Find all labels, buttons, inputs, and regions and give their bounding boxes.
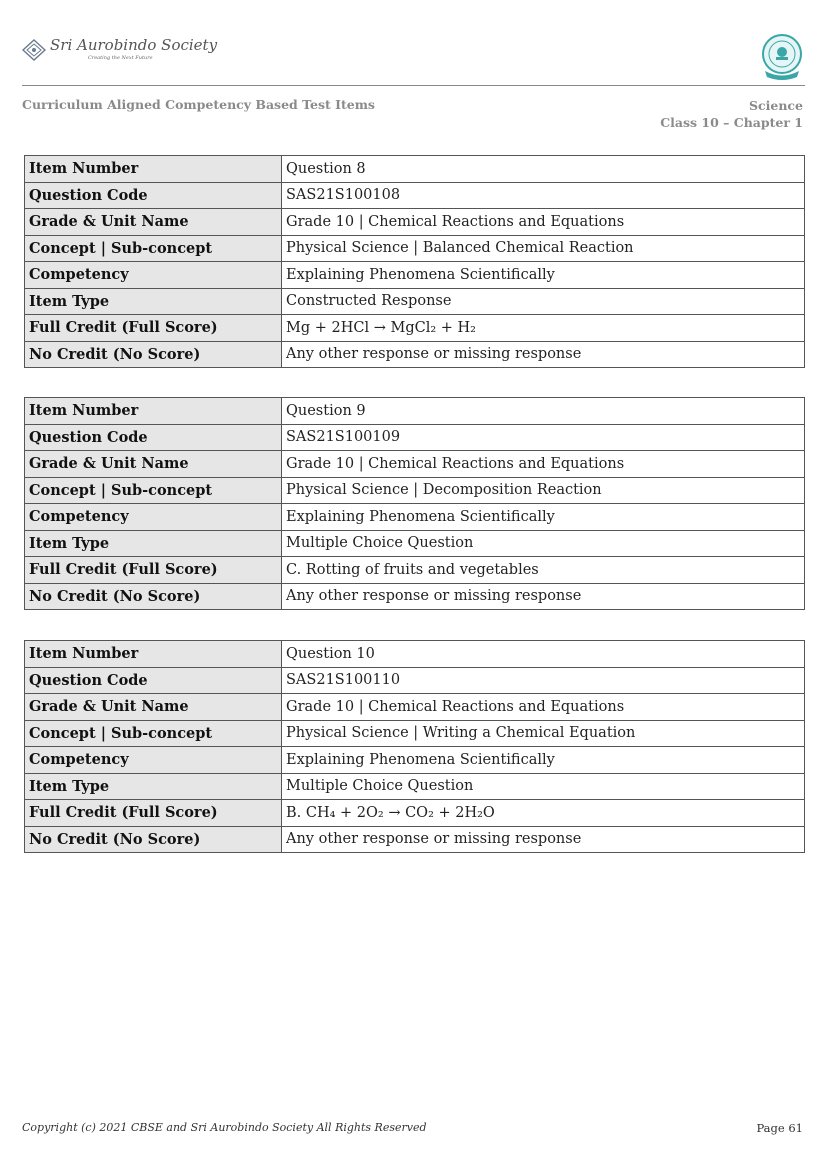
table-row (25, 398, 805, 425)
competency-label: Competency (25, 747, 282, 774)
table-row (25, 641, 805, 668)
full-credit-value: B. CH₄ + 2O₂ → CO₂ + 2H₂O (282, 800, 805, 827)
item-type-value: Multiple Choice Question (282, 530, 805, 557)
table-row (25, 557, 805, 584)
table-row (25, 182, 805, 209)
society-emblem-icon (22, 39, 46, 61)
concept-value: Physical Science | Writing a Chemical Equation (282, 720, 805, 747)
cbse-seal-icon (759, 33, 805, 81)
item-number-value: Question 10 (282, 641, 805, 668)
full-credit-label: Full Credit (Full Score) (25, 557, 282, 584)
no-credit-value: Any other response or missing response (282, 341, 805, 368)
competency-label: Competency (25, 504, 282, 531)
table-row (25, 341, 805, 368)
table-row (25, 504, 805, 531)
item-type-label: Item Type (25, 530, 282, 557)
full-credit-label: Full Credit (Full Score) (25, 800, 282, 827)
subject-class-block (660, 97, 803, 131)
grade-unit-label: Grade & Unit Name (25, 451, 282, 478)
table-row (25, 583, 805, 610)
item-type-label: Item Type (25, 288, 282, 315)
competency-label: Competency (25, 262, 282, 289)
table-row (25, 209, 805, 236)
item-type-value: Constructed Response (282, 288, 805, 315)
table-row (25, 826, 805, 853)
item-number-label: Item Number (25, 156, 282, 183)
competency-value: Explaining Phenomena Scientifically (282, 504, 805, 531)
item-number-label: Item Number (25, 641, 282, 668)
concept-label: Concept | Sub-concept (25, 477, 282, 504)
competency-value: Explaining Phenomena Scientifically (282, 262, 805, 289)
item-type-value: Multiple Choice Question (282, 773, 805, 800)
table-row (25, 315, 805, 342)
item-number-value: Question 9 (282, 398, 805, 425)
grade-unit-value: Grade 10 | Chemical Reactions and Equations (282, 209, 805, 236)
sri-aurobindo-society-logo (22, 36, 218, 70)
item-table-question-9 (24, 397, 805, 610)
full-credit-label: Full Credit (Full Score) (25, 315, 282, 342)
no-credit-label: No Credit (No Score) (25, 583, 282, 610)
table-row (25, 773, 805, 800)
concept-value: Physical Science | Balanced Chemical Reaction (282, 235, 805, 262)
grade-unit-label: Grade & Unit Name (25, 209, 282, 236)
table-row (25, 747, 805, 774)
table-row (25, 694, 805, 721)
table-row (25, 667, 805, 694)
item-number-value: Question 8 (282, 156, 805, 183)
table-row (25, 477, 805, 504)
question-code-value: SAS21S100109 (282, 424, 805, 451)
grade-unit-label: Grade & Unit Name (25, 694, 282, 721)
question-code-label: Question Code (25, 667, 282, 694)
competency-value: Explaining Phenomena Scientifically (282, 747, 805, 774)
document-series-title: Curriculum Aligned Competency Based Test Items (22, 97, 375, 112)
subject-label: Science (749, 98, 803, 113)
table-row (25, 451, 805, 478)
full-credit-value: Mg + 2HCl → MgCl₂ + H₂ (282, 315, 805, 342)
concept-value: Physical Science | Decomposition Reaction (282, 477, 805, 504)
table-row (25, 288, 805, 315)
grade-unit-value: Grade 10 | Chemical Reactions and Equations (282, 451, 805, 478)
logo-wordmark: Sri Aurobindo Society (50, 36, 218, 54)
question-code-label: Question Code (25, 424, 282, 451)
table-row (25, 235, 805, 262)
full-credit-value: C. Rotting of fruits and vegetables (282, 557, 805, 584)
no-credit-value: Any other response or missing response (282, 826, 805, 853)
concept-label: Concept | Sub-concept (25, 720, 282, 747)
concept-label: Concept | Sub-concept (25, 235, 282, 262)
no-credit-value: Any other response or missing response (282, 583, 805, 610)
item-table-question-8 (24, 155, 805, 368)
logo-tagline: Creating the Next Future (88, 55, 153, 61)
question-code-value: SAS21S100110 (282, 667, 805, 694)
no-credit-label: No Credit (No Score) (25, 341, 282, 368)
item-table-question-10 (24, 640, 805, 853)
page-number: Page 61 (756, 1121, 803, 1135)
table-row (25, 530, 805, 557)
item-number-label: Item Number (25, 398, 282, 425)
item-type-label: Item Type (25, 773, 282, 800)
question-code-label: Question Code (25, 182, 282, 209)
class-chapter-label: Class 10 – Chapter 1 (660, 115, 803, 130)
table-row (25, 424, 805, 451)
question-code-value: SAS21S100108 (282, 182, 805, 209)
table-row (25, 720, 805, 747)
copyright-notice: Copyright (c) 2021 CBSE and Sri Aurobindo Society All Rights Reserved (22, 1121, 427, 1134)
no-credit-label: No Credit (No Score) (25, 826, 282, 853)
grade-unit-value: Grade 10 | Chemical Reactions and Equations (282, 694, 805, 721)
table-row (25, 156, 805, 183)
table-row (25, 800, 805, 827)
header-divider (22, 85, 805, 86)
table-row (25, 262, 805, 289)
